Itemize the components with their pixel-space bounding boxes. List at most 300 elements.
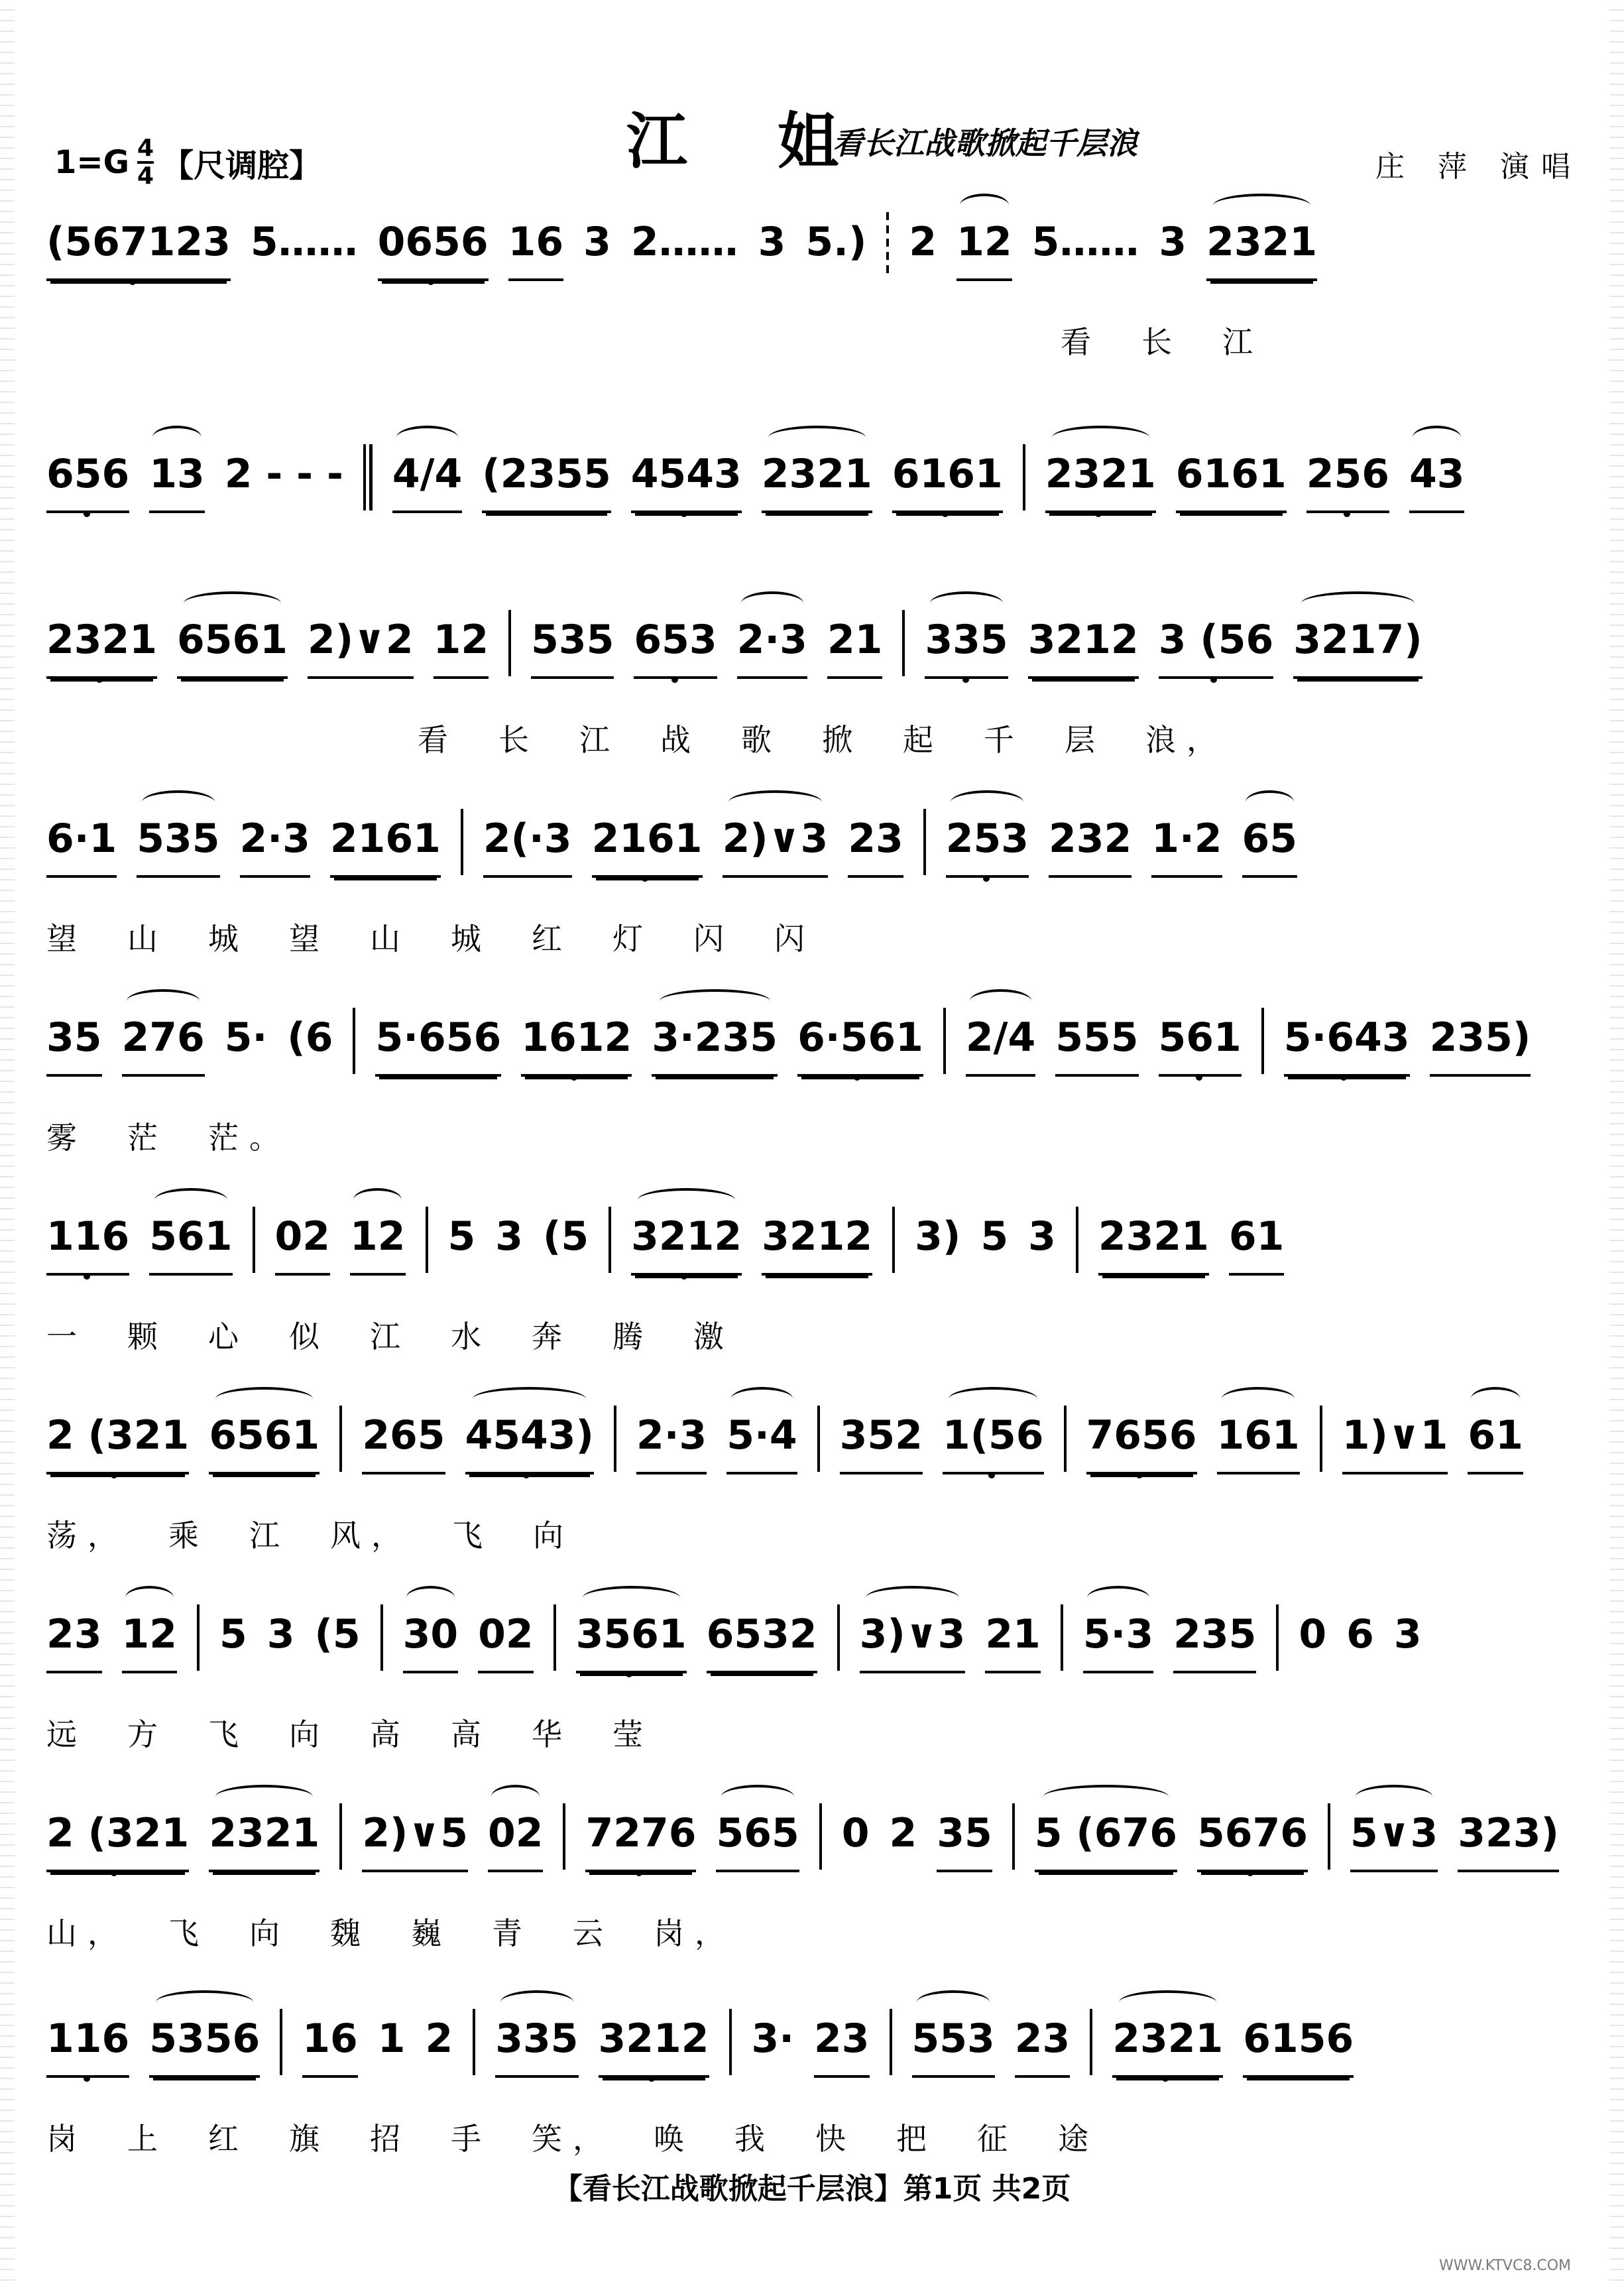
note-text: 2 (321 <box>46 1810 190 1856</box>
slur-mark <box>721 1785 794 1809</box>
time-bottom: 4 <box>137 162 154 190</box>
note-text: 2321 <box>1206 219 1318 265</box>
note-text: 6·561 <box>797 1014 923 1061</box>
barline <box>902 610 905 676</box>
note-group <box>752 2015 795 2075</box>
note-group <box>1159 617 1274 679</box>
note-group <box>1055 1014 1138 1077</box>
slur-mark <box>1043 1785 1169 1809</box>
note-group <box>652 1014 778 1077</box>
key-label: 1=G <box>54 144 130 181</box>
note-text: 3212 <box>762 1213 873 1260</box>
lyric-word: 激 <box>693 1319 734 1354</box>
octave-dot <box>1344 511 1350 517</box>
note-text: 12 <box>350 1213 406 1260</box>
slur-mark <box>741 591 803 615</box>
slur-mark <box>1413 426 1461 450</box>
note-text: 2/4 <box>965 1014 1036 1061</box>
note-text: 4543) <box>465 1412 594 1459</box>
lyric-word: 长 <box>1141 324 1183 360</box>
lyric-word: 看 <box>418 722 459 758</box>
note-group <box>1086 1412 1197 1474</box>
lyric-word: 风， <box>330 1518 412 1553</box>
lyric-word: 望 <box>46 921 87 957</box>
note-text: 2 <box>425 2015 453 2062</box>
note-text: 3 <box>583 219 611 265</box>
lyrics-line <box>46 318 1624 362</box>
note-group <box>426 2015 453 2075</box>
slur-mark <box>1213 194 1310 217</box>
note-group <box>1028 617 1139 679</box>
note-text: 256 <box>1306 451 1389 497</box>
octave-dot <box>84 511 90 517</box>
note-text: 0 <box>1299 1611 1327 1657</box>
slur-mark <box>406 1586 455 1610</box>
barline <box>339 1406 342 1472</box>
note-group <box>1458 1810 1559 1872</box>
octave-dot <box>1136 1472 1143 1478</box>
note-text: 16 <box>302 2015 358 2062</box>
note-text: 3 (56 <box>1158 617 1274 663</box>
barline <box>609 1207 611 1273</box>
barline <box>363 444 373 511</box>
note-group <box>892 451 1003 513</box>
note-text: 0656 <box>377 219 489 265</box>
note-group <box>1350 1810 1438 1872</box>
slur-mark <box>917 1990 990 2014</box>
note-text: 35 <box>46 1014 102 1061</box>
lyrics-line <box>46 1512 1571 1555</box>
note-group <box>889 1810 917 1870</box>
lyric-word: 茫。 <box>208 1120 290 1156</box>
note-group <box>1342 1412 1448 1474</box>
lyric-word: 上 <box>127 2121 168 2157</box>
lyric-word: 山 <box>127 921 168 957</box>
note-text: 35 <box>937 1810 992 1856</box>
note-text: 23 <box>848 815 903 862</box>
note-text: 5·656 <box>375 1014 502 1061</box>
note-group <box>915 1213 960 1273</box>
lyric-word: 闪 <box>774 921 815 957</box>
note-group <box>225 1014 268 1074</box>
note-group <box>209 1810 319 1872</box>
note-group <box>840 1412 923 1474</box>
note-group <box>1151 815 1222 878</box>
note-group <box>149 451 205 513</box>
lyric-word: 似 <box>289 1319 330 1354</box>
note-group <box>403 1611 459 1673</box>
note-text: 5 (676 <box>1034 1810 1178 1856</box>
lyric-word: 水 <box>451 1319 492 1354</box>
note-group <box>478 1611 534 1673</box>
slur-mark <box>1052 426 1149 450</box>
note-group <box>378 2015 406 2075</box>
lyrics-line <box>46 915 1571 959</box>
note-text: 5·3 <box>1082 1611 1154 1657</box>
octave-dot <box>681 511 687 517</box>
barline <box>837 1604 840 1671</box>
note-group <box>521 1014 632 1077</box>
lyric-word: 云 <box>573 1915 614 1951</box>
lyric-word: 旗 <box>289 2121 330 2157</box>
lyric-word: 红 <box>532 921 573 957</box>
note-text: 3 <box>1393 1611 1422 1657</box>
note-text: 1·2 <box>1151 815 1222 862</box>
barline <box>353 1008 355 1074</box>
barline <box>1076 1207 1078 1273</box>
note-text: 116 <box>46 2015 130 2062</box>
note-group <box>46 219 231 281</box>
note-text: 235) <box>1429 1014 1531 1061</box>
note-group <box>1229 1213 1285 1276</box>
barline <box>339 1803 342 1870</box>
note-group <box>251 219 358 278</box>
slur-mark <box>142 790 215 814</box>
note-group <box>46 1014 102 1077</box>
note-text: 253 <box>945 815 1029 862</box>
note-text: 5· <box>224 1014 268 1061</box>
lyric-word: 高 <box>451 1716 492 1752</box>
notes-line <box>46 451 1571 517</box>
lyric-word: 城 <box>208 921 249 957</box>
barline <box>426 1207 428 1273</box>
lyric-word: 颗 <box>127 1319 168 1354</box>
octave-dot <box>648 2075 655 2082</box>
note-text: 5…… <box>1031 219 1139 265</box>
barline <box>563 1803 565 1870</box>
note-group <box>762 1213 872 1276</box>
lyric-word: 茫 <box>127 1120 168 1156</box>
note-group <box>1409 451 1465 513</box>
notes-line <box>46 1412 1571 1478</box>
note-text: 3 <box>1159 219 1187 265</box>
octave-dot <box>671 676 678 683</box>
note-text: 6161 <box>1175 451 1287 497</box>
barline <box>943 1008 946 1074</box>
slur-mark <box>1222 1387 1295 1411</box>
note-text: 265 <box>362 1412 445 1459</box>
note-text: 4543 <box>630 451 742 497</box>
note-group <box>583 219 611 278</box>
barline <box>380 1604 383 1671</box>
note-group <box>122 1611 178 1673</box>
note-group <box>1242 815 1298 878</box>
note-text: 535 <box>531 617 614 663</box>
lyric-word: 远 <box>46 1716 87 1752</box>
note-group <box>723 815 829 878</box>
note-group <box>1346 1611 1374 1671</box>
note-group <box>1176 451 1287 513</box>
note-text: 21 <box>827 617 883 663</box>
note-text: 555 <box>1055 1014 1139 1061</box>
slur-mark <box>1119 1990 1216 2014</box>
slur-mark <box>473 1387 586 1411</box>
performer-credit: 庄 萍 演唱 <box>1375 150 1582 184</box>
note-group <box>946 815 1029 878</box>
notes-line <box>46 1810 1571 1876</box>
slur-mark <box>125 1586 174 1610</box>
lyrics-line <box>46 1711 1571 1754</box>
note-text: 3212 <box>1027 617 1139 663</box>
lyric-word: 江 <box>370 1319 411 1354</box>
note-group <box>585 1810 696 1872</box>
note-text: 2321 <box>1045 451 1156 497</box>
note-group <box>330 815 441 878</box>
note-text: 16 <box>508 219 564 265</box>
lyric-word: 一 <box>46 1319 87 1354</box>
note-text: 335 <box>495 2015 579 2062</box>
barline <box>614 1406 616 1472</box>
note-group <box>797 1014 923 1077</box>
note-group <box>762 451 872 513</box>
note-group <box>488 1810 544 1872</box>
page-subtitle: 看长江战歌掀起千层浪 <box>833 125 1137 161</box>
note-group <box>225 451 343 511</box>
notes-line <box>46 1213 1571 1280</box>
note-group <box>1035 1810 1177 1872</box>
lyric-word: 山， <box>46 1915 129 1951</box>
barline <box>923 809 926 875</box>
note-group <box>860 1611 966 1673</box>
note-group <box>925 617 1008 679</box>
octave-dot <box>111 1870 117 1876</box>
note-text: 3217) <box>1293 617 1422 663</box>
slur-mark <box>970 989 1031 1013</box>
lyric-word: 望 <box>289 921 330 957</box>
note-group <box>1032 219 1139 278</box>
octave-dot <box>983 875 990 882</box>
note-group <box>726 1412 797 1474</box>
note-group <box>909 219 937 278</box>
notes-line <box>46 1014 1571 1081</box>
note-group <box>805 219 866 278</box>
lyric-word: 招 <box>370 2121 411 2157</box>
lyric-word: 歌 <box>741 722 782 758</box>
lyric-word: 笑， <box>532 2121 614 2157</box>
lyric-word: 腾 <box>612 1319 654 1354</box>
note-text: 323) <box>1458 1810 1559 1856</box>
note-text: 653 <box>634 617 717 663</box>
lyrics-line <box>46 1313 1571 1356</box>
note-text: 3) <box>915 1213 961 1260</box>
note-group <box>1159 1014 1242 1077</box>
note-text: 6561 <box>177 617 288 663</box>
slur-mark <box>728 790 821 814</box>
note-text: 561 <box>149 1213 233 1260</box>
lyric-word: 荡， <box>46 1518 129 1553</box>
note-group <box>1015 2015 1071 2078</box>
note-text: 5·4 <box>726 1412 797 1459</box>
lyric-word: 华 <box>532 1716 573 1752</box>
note-text: 5…… <box>250 219 358 265</box>
slur-mark <box>960 194 1008 217</box>
lyric-word: 江 <box>249 1518 290 1553</box>
note-text: 3·235 <box>652 1014 778 1061</box>
lyric-word: 向 <box>289 1716 330 1752</box>
lyric-word: 雾 <box>46 1120 87 1156</box>
note-group <box>177 617 288 679</box>
octave-dot <box>428 278 434 285</box>
note-group <box>937 1810 992 1872</box>
lyric-word: 我 <box>734 2121 776 2157</box>
note-text: 3 <box>266 1611 295 1657</box>
note-text: 2·3 <box>736 617 807 663</box>
note-text: 6161 <box>892 451 1003 497</box>
note-group <box>1083 1611 1153 1673</box>
note-text: 02 <box>487 1810 544 1856</box>
slur-mark <box>583 1586 680 1610</box>
barline <box>886 212 889 278</box>
note-text: 5356 <box>149 2015 261 2062</box>
octave-dot <box>523 1472 530 1478</box>
note-text: 12 <box>433 617 489 663</box>
note-group <box>448 1213 476 1273</box>
note-text: 12 <box>121 1611 177 1657</box>
note-group <box>576 1611 687 1673</box>
note-group <box>46 1810 189 1872</box>
lyric-word: 战 <box>660 722 701 758</box>
note-text: 1 <box>377 2015 406 2062</box>
note-group <box>149 2015 260 2078</box>
lyric-word: 江 <box>1222 324 1263 360</box>
time-signature <box>137 136 154 189</box>
note-group <box>46 2015 129 2078</box>
note-group <box>362 1810 468 1872</box>
lyric-word: 手 <box>451 2121 492 2157</box>
slur-mark <box>154 1188 227 1212</box>
octave-dot <box>111 1472 117 1478</box>
note-text: 3 <box>1028 1213 1056 1260</box>
note-text: 61 <box>1468 1412 1523 1459</box>
note-text: (2355 <box>482 451 611 497</box>
barline <box>280 2009 282 2075</box>
note-group <box>1306 451 1389 513</box>
note-text: 2321 <box>209 1810 320 1856</box>
note-group <box>275 1213 331 1276</box>
note-group <box>1293 617 1422 679</box>
note-group <box>631 451 742 513</box>
note-text: 5 <box>980 1213 1009 1260</box>
note-text: 3)∨3 <box>859 1611 966 1657</box>
lyric-word: 千 <box>984 722 1025 758</box>
barline <box>729 2009 732 2075</box>
note-group <box>1045 451 1156 513</box>
note-text: 335 <box>925 617 1008 663</box>
lyric-word: 起 <box>903 722 944 758</box>
note-group <box>46 815 117 878</box>
note-group <box>267 1611 295 1671</box>
note-group <box>392 451 462 513</box>
note-group <box>122 1014 205 1077</box>
lyric-word: 向 <box>533 1518 574 1553</box>
note-group <box>1284 1014 1410 1077</box>
left-page-edge <box>0 0 15 2284</box>
barline <box>197 1604 200 1671</box>
note-group <box>375 1014 501 1077</box>
slur-mark <box>396 426 458 450</box>
lyric-word: 飞 <box>452 1518 493 1553</box>
note-text: 12 <box>957 219 1012 265</box>
note-group <box>46 617 157 679</box>
note-group <box>1394 1611 1422 1671</box>
lyric-word: 看 <box>1061 324 1102 360</box>
lyric-word: 奔 <box>532 1319 573 1354</box>
octave-dot <box>854 1074 860 1081</box>
note-text: 23 <box>46 1611 102 1657</box>
note-text: 352 <box>839 1412 923 1459</box>
note-group <box>636 1412 707 1474</box>
octave-dot <box>96 676 103 683</box>
note-text: 6156 <box>1243 2015 1354 2062</box>
barline <box>1320 1406 1322 1472</box>
slur-mark <box>491 1785 540 1809</box>
lyric-word: 方 <box>127 1716 168 1752</box>
barline <box>1328 1803 1330 1870</box>
lyric-word: 灯 <box>612 921 654 957</box>
note-text: 565 <box>716 1810 799 1856</box>
note-group <box>483 815 572 878</box>
note-text: 2 - - - <box>224 451 343 497</box>
barline <box>473 2009 475 2075</box>
slur-mark <box>353 1188 402 1212</box>
slur-mark <box>951 790 1023 814</box>
octave-dot <box>642 875 648 882</box>
slur-mark <box>638 1188 735 1212</box>
note-text: 3 <box>758 219 786 265</box>
note-group <box>634 617 717 679</box>
barline <box>1064 1406 1067 1472</box>
note-group <box>1197 1810 1308 1872</box>
slur-mark <box>156 1990 253 2014</box>
note-group <box>985 1611 1041 1673</box>
note-text: 6561 <box>209 1412 320 1459</box>
lyric-word: 岗 <box>46 2121 87 2157</box>
octave-dot <box>129 278 136 285</box>
lyric-word: 青 <box>492 1915 533 1951</box>
note-text: 2 (321 <box>46 1412 190 1459</box>
note-group <box>149 1213 232 1276</box>
barline <box>461 809 463 875</box>
note-text: 4/4 <box>392 451 463 497</box>
barline <box>817 1406 820 1472</box>
note-text: 2321 <box>1098 1213 1209 1260</box>
note-group <box>46 1213 129 1276</box>
slur-mark <box>215 1785 313 1809</box>
note-text: 161 <box>1216 1412 1300 1459</box>
note-group <box>912 2015 995 2078</box>
note-text: 276 <box>121 1014 205 1061</box>
slur-mark <box>930 591 1003 615</box>
note-group <box>209 1412 319 1474</box>
note-group <box>980 1213 1008 1273</box>
note-text: 553 <box>911 2015 995 2062</box>
lyric-word: 魏 <box>330 1915 371 1951</box>
lyric-word: 红 <box>208 2121 249 2157</box>
octave-dot <box>636 1870 642 1876</box>
note-text: 1(56 <box>942 1412 1044 1459</box>
note-group <box>1098 1213 1209 1276</box>
note-group <box>716 1810 799 1872</box>
barline <box>1061 1604 1063 1671</box>
note-text: 13 <box>149 451 205 497</box>
slur-mark <box>1301 591 1415 615</box>
lyric-word: 闪 <box>693 921 734 957</box>
note-text: 5 <box>447 1213 476 1260</box>
lyric-word: 途 <box>1058 2121 1099 2157</box>
note-text: 3212 <box>598 2015 709 2062</box>
note-text: 02 <box>274 1213 330 1260</box>
slur-mark <box>127 989 200 1013</box>
